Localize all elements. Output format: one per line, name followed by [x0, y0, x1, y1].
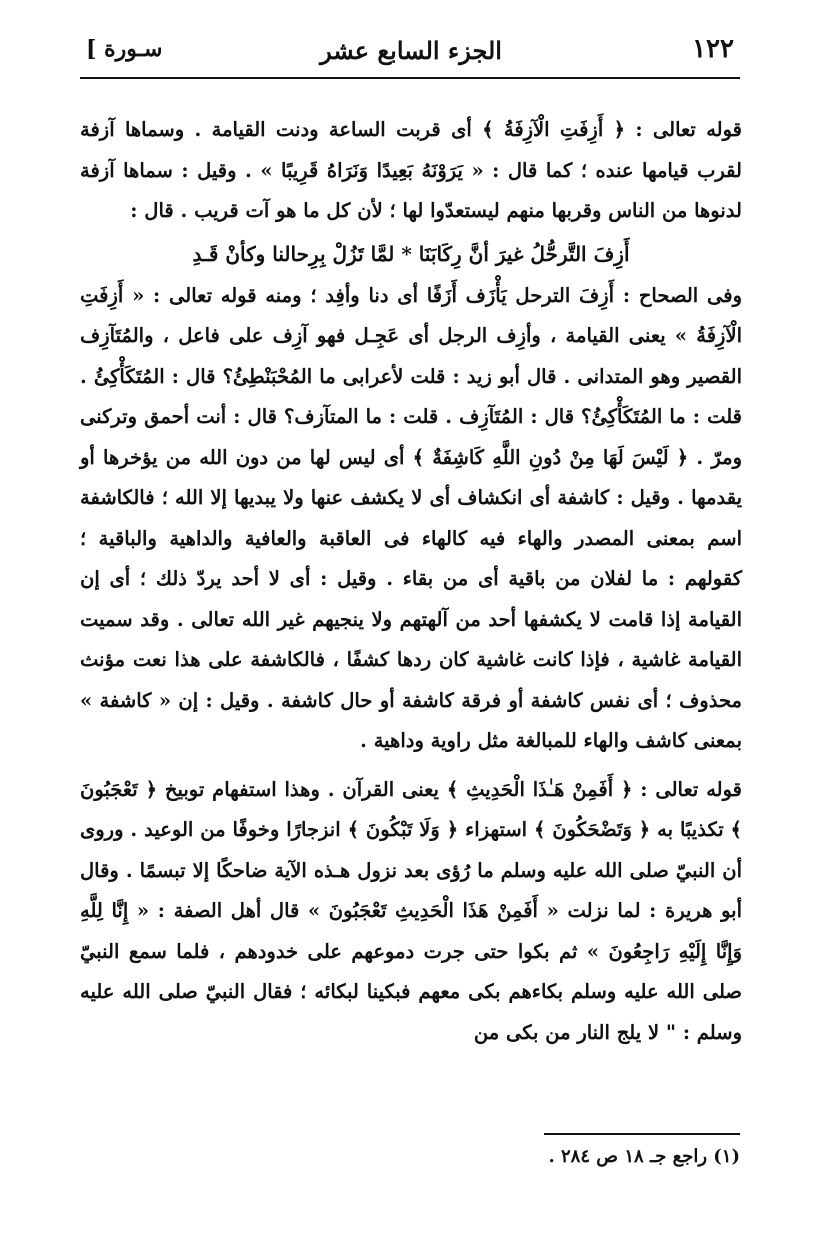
- paragraph-gap: [80, 762, 742, 770]
- poetry-verse: أَزِفَ التَّرحُّلُ غيرَ أنَّ رِكَابَنَا * لمَّا تَزُلْ بِرِحالنا وكأنْ قَـدِ: [192, 241, 630, 266]
- page-number: ١٢٢: [692, 34, 734, 64]
- footnote-rule: [544, 1133, 740, 1135]
- surah-label: [ سـورة: [86, 36, 163, 62]
- main-text: [80, 110, 742, 1053]
- header-rule: [80, 77, 740, 79]
- paragraph-1: قوله تعالى : ﴿ أَزِفَتِ الْآزِفَةُ ﴾ أى قربت الساعة ودنت القيامة . وسماها آزفة لقرب قيامها عنده ؛ كما قال : « يَرَوْنَهُ بَعِيدًا وَنَرَاهُ قَرِيبًا » . وقيل : سماها آزفة لدنوها من الناس وقربها منهم ليستعدّوا لها ؛ لأن كل ما هو آت قريب . قال :: [80, 118, 742, 222]
- page-header: [80, 26, 742, 76]
- paragraph-2: وفى الصحاح : أَزِفَ الترحل يَأْزَف أَزَفًا أى دنا وأفِد ؛ ومنه قوله تعالى : « أَزِفَتِ الْآزِفَةُ » يعنى القيامة ، وأزِف الرجل أى عَجِـل فهو آزِف على فاعل ، والمُتَآزِف القصير وهو المتدانى . قال أبو زيد : قلت لأعرابى ما المُحْبَنْطِئُ؟ قال : المُتَكَأْكِئُ . قلت : ما المُتَكَأْكِئُ؟ قال : المُتَآزِف . قلت : ما المتآزف؟ قال : أنت أحمق وتركنى ومرّ . ﴿ لَيْسَ لَهَا مِنْ دُونِ اللَّهِ كَاشِفَةٌ ﴾ أى ليس لها من دون الله من يؤخرها أو يقدمها . وقيل : كاشفة أى انكشاف أى لا يكشف عنها ولا يبديها إلا الله ؛ فالكاشفة اسم بمعنى المصدر والهاء فيه كالهاء فى العاقبة والعافية والداهية والباقية ؛ كقولهم : ما لفلان من باقية أى من بقاء . وقيل : أى لا أحد يردّ ذلك ؛ أى إن القيامة إذا قامت لا يكشفها أحد من آلهتهم ولا ينجيهم غير الله تعالى . وقد سميت القيامة غاشية ، فإذا كانت غاشية كان ردها كشفًا ، فالكاشفة على هذا نعت مؤنث محذوف ؛ أى نفس كاشفة أو فرقة كاشفة أو حال كاشفة . وقيل : إن « كاشفة » بمعنى كاشف والهاء للمبالغة مثل راوية وداهية .: [80, 283, 742, 752]
- running-title: الجزء السابع عشر: [320, 36, 502, 65]
- footnote: (١) راجع جـ ١٨ ص ٢٨٤ .: [548, 1146, 740, 1167]
- paragraph-3: قوله تعالى : ﴿ أَفَمِنْ هَـٰذَا الْحَدِيثِ ﴾ يعنى القرآن . وهذا استفهام توبيخ ﴿ تَعْجَبُونَ ﴾ تكذيبًا به ﴿ وَتَضْحَكُونَ ﴾ استهزاء ﴿ وَلَا تَبْكُونَ ﴾ انزجارًا وخوفًا من الوعيد . وروى أن النبيّ صلى الله عليه وسلم ما رُؤى بعد نزول هـذه الآية ضاحكًا إلا تبسمًا . وقال أبو هريرة : لما نزلت « أَفَمِنْ هَذَا الْحَدِيثِ تَعْجَبُونَ » قال أهل الصفة : « إِنَّا لِلَّهِ وَإِنَّا إِلَيْهِ رَاجِعُونَ » ثم بكوا حتى جرت دموعهم على خدودهم ، فلما سمع النبيّ صلى الله عليه وسلم بكاءهم بكى معهم فبكينا لبكائه ؛ فقال النبيّ صلى الله عليه وسلم : " لا يلج النار من بكى من: [80, 777, 742, 1044]
